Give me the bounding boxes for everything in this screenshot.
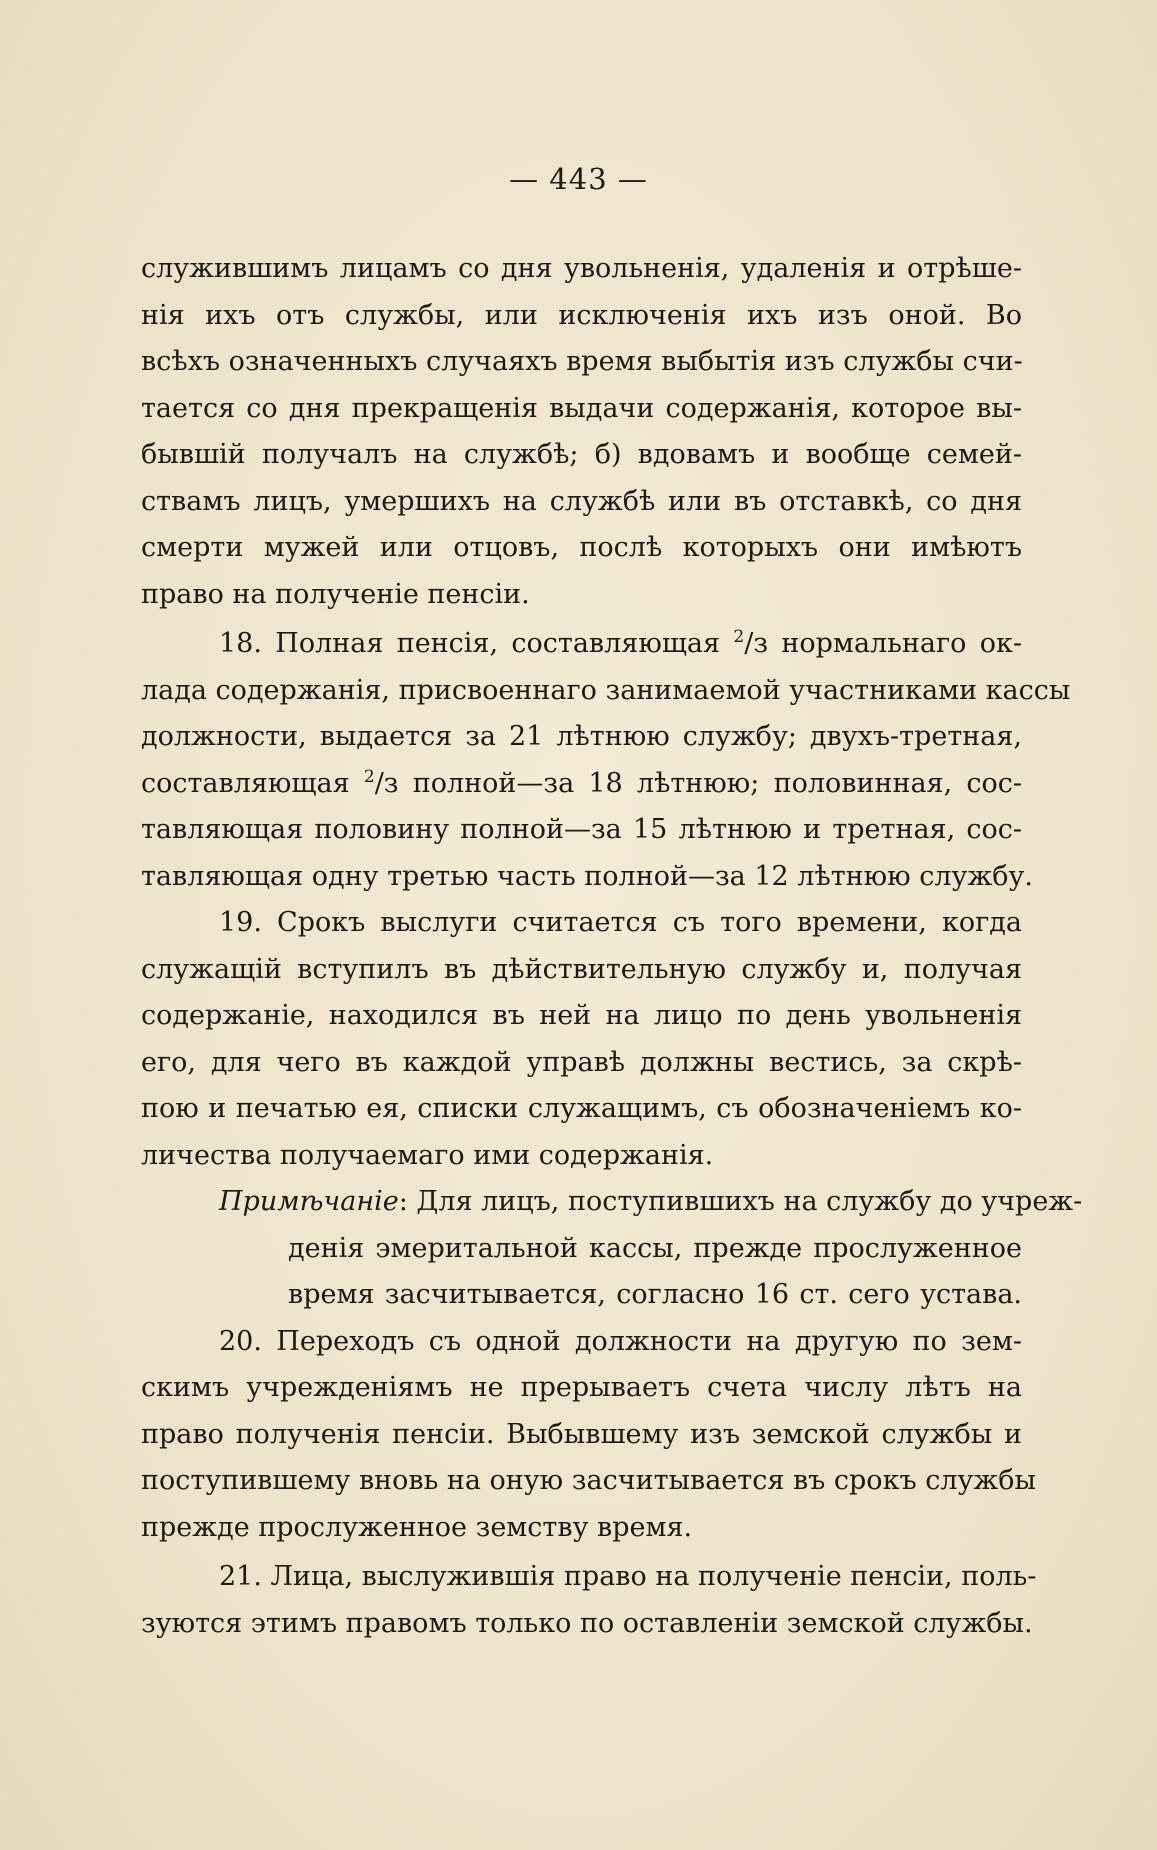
note-text: : Для лицъ, поступившихъ на службу до учреж- — [398, 1186, 1083, 1217]
section-18-line: тавляющая половину полной—за 15 лѣтнюю и третная, сос- — [141, 814, 1022, 845]
note-line: денія эмеритальной кассы, прежде прослуженное — [288, 1232, 1022, 1264]
text-line: право на полученіе пенсіи. — [141, 578, 530, 610]
text-line: нія ихъ отъ службы, или исключенія ихъ изъ оной. Во — [141, 299, 1022, 331]
section-18-text: 18. Полная пенсія, составляющая — [219, 628, 734, 659]
section-20-line: скимъ учрежденіямъ не прерываетъ счета числу лѣтъ на — [141, 1372, 1022, 1403]
section-21-line: 21. Лица, выслужившія право на полученіе пенсіи, поль- — [219, 1561, 1037, 1592]
note-line — [141, 1179, 1083, 1226]
section-19-line: содержаніе, находился въ ней на лицо по день увольненія — [141, 1000, 1022, 1031]
text-line: всѣхъ означенныхъ случаяхъ время выбытія изъ службы счи- — [141, 346, 1023, 377]
section-18-line — [141, 761, 1022, 808]
note-line: время засчитывается, согласно 16 ст. сего устава. — [288, 1279, 1022, 1310]
section-18-text: /з нормальнаго ок- — [744, 628, 1022, 659]
section-18-line: должности, выдается за 21 лѣтнюю службу; двухъ-третная, — [141, 721, 1022, 752]
fraction-two-thirds — [733, 628, 1022, 659]
fraction-numerator: 2 — [363, 766, 375, 787]
section-18-line — [141, 621, 1022, 668]
fraction-numerator: 2 — [733, 627, 745, 647]
section-21-line: зуются этимъ правомъ только по оставленіи земской службы. — [141, 1607, 1033, 1639]
section-19-line: 19. Срокъ выслуги считается съ того времени, когда — [219, 907, 1022, 938]
text-line: смерти мужей или отцовъ, послѣ которыхъ они имѣютъ — [141, 532, 1022, 563]
section-18-line: тавляющая одну третью часть полной—за 12 лѣтнюю службу. — [141, 860, 1033, 892]
section-19-line: служащій вступилъ въ дѣйствительную службу и, получая — [141, 953, 1022, 985]
section-20-line: 20. Переходъ съ одной должности на другую по зем- — [219, 1325, 1022, 1357]
section-20-line: право полученія пенсіи. Выбывшему изъ земской службы и — [141, 1418, 1022, 1450]
section-19-line: его, для чего въ каждой управѣ должны вестись, за скрѣ- — [141, 1046, 1022, 1078]
text-line: ствамъ лицъ, умершихъ на службѣ или въ отставкѣ, со дня — [141, 485, 1022, 517]
section-18-text: составляющая — [141, 767, 364, 799]
text-line: служившимъ лицамъ со дня увольненія, удаленія и отрѣше- — [141, 253, 1022, 284]
section-18-text: /з полной—за 18 лѣтнюю; половинная, сос- — [374, 767, 1022, 799]
text-line: бывшій получалъ на службѣ; б) вдовамъ и вообще семей- — [141, 439, 1022, 470]
note-label: Примѣчаніе — [219, 1186, 399, 1217]
section-20-line: поступившему вновь на оную засчитывается въ срокъ службы — [141, 1465, 1036, 1496]
fraction-two-thirds — [364, 768, 1022, 799]
section-19-line: пою и печатью ея, списки служащимъ, съ обозначеніемъ ко- — [141, 1093, 1022, 1124]
text-line: тается со дня прекращенія выдачи содержанія, которое вы- — [141, 392, 1022, 424]
body-text — [141, 246, 1083, 1647]
section-18-line: лада содержанія, присвоеннаго занимаемой участниками кассы — [141, 674, 1071, 706]
section-19-line: личества получаемаго ими содержанія. — [141, 1139, 714, 1171]
page-number: — 443 — — [509, 162, 648, 196]
section-20-line: прежде прослуженное земству время. — [141, 1511, 693, 1543]
